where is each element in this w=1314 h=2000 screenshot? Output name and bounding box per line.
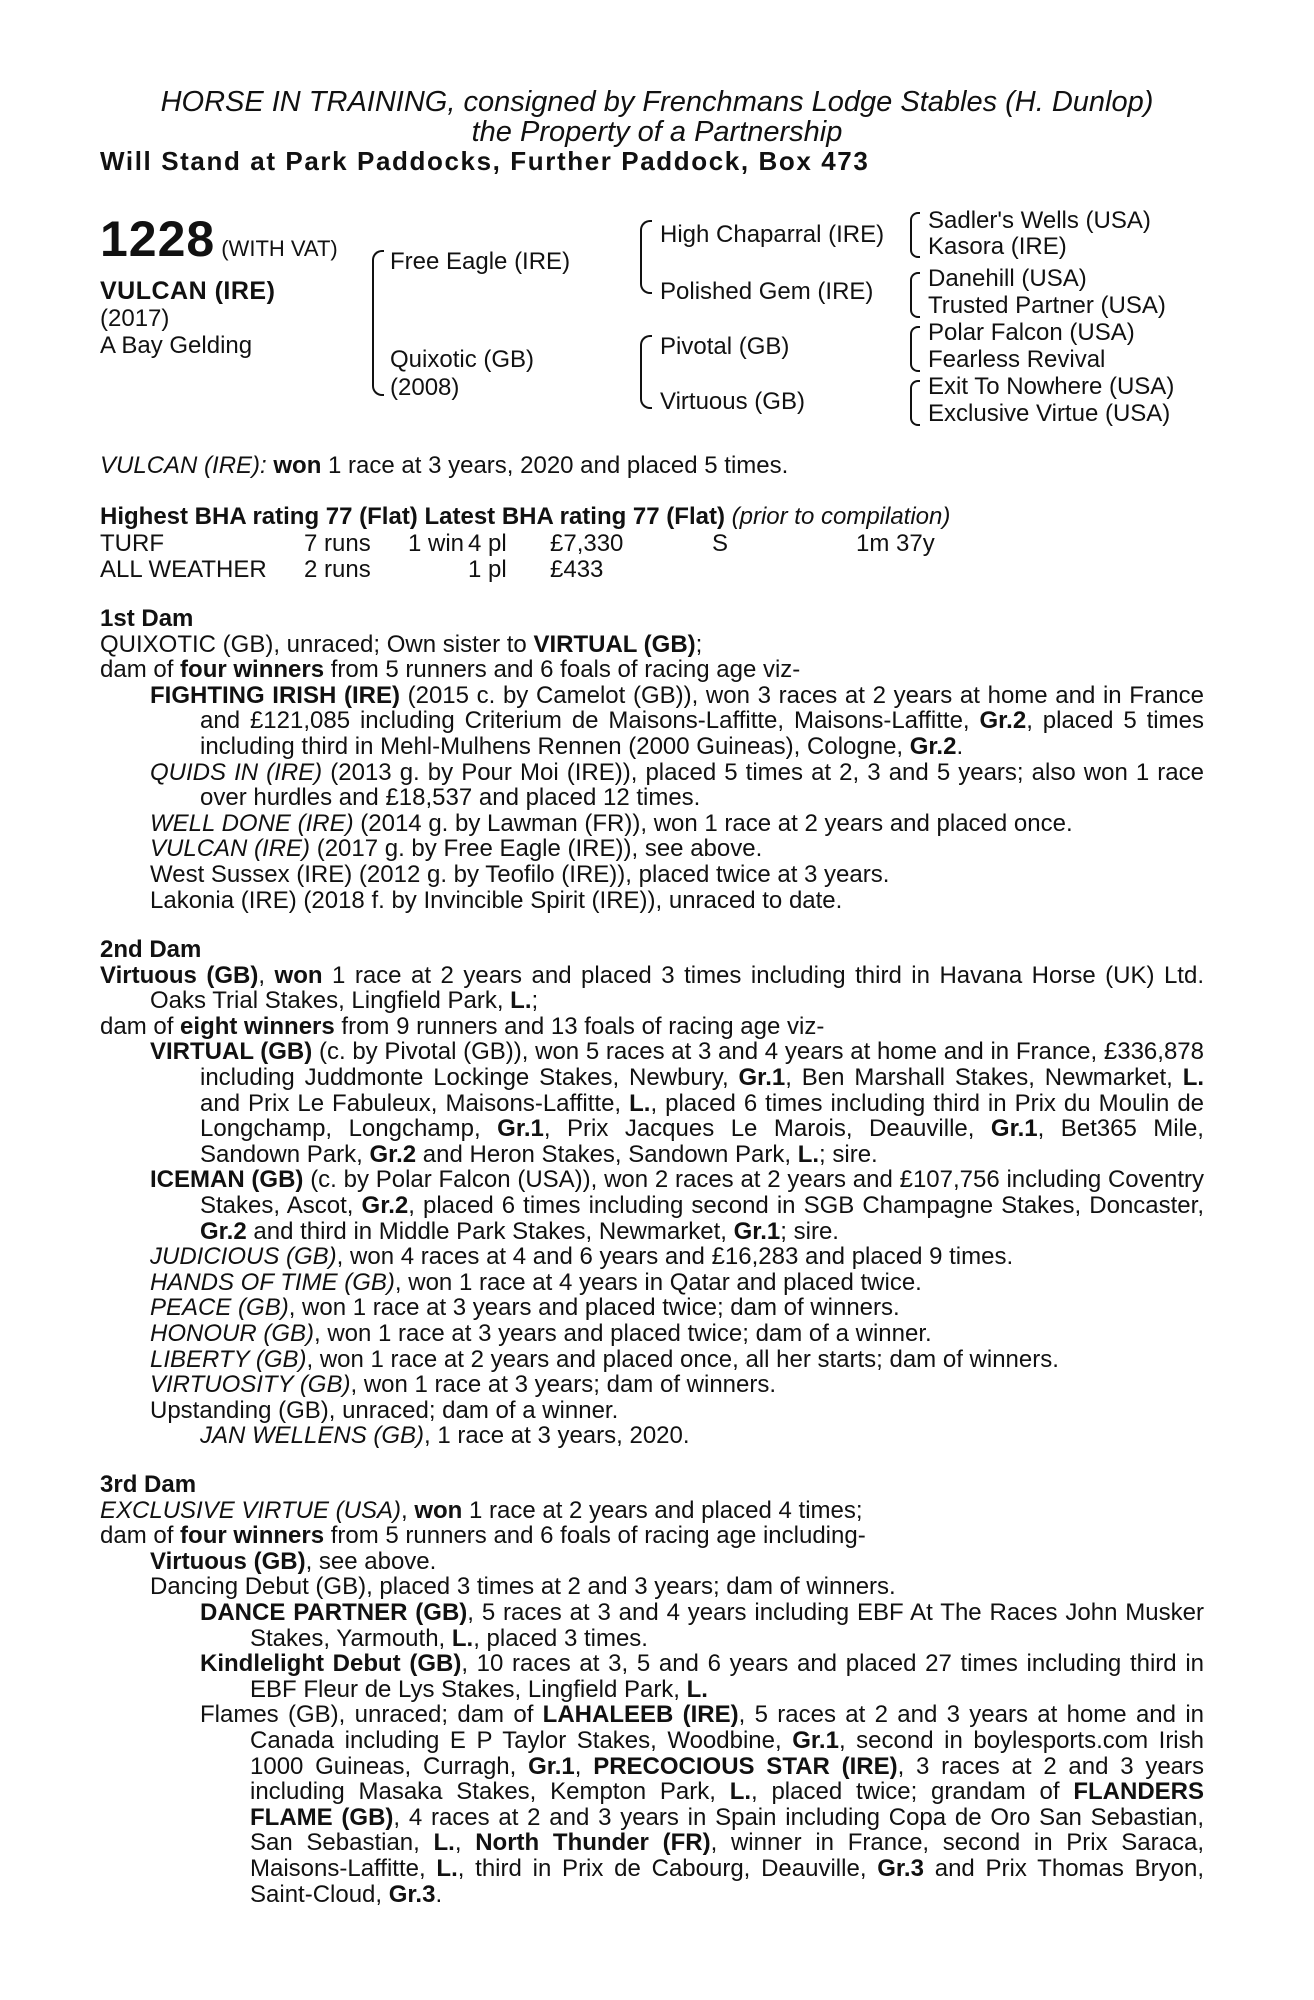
race-summary: VULCAN (IRE): won 1 race at 3 years, 2020 and placed 5 times. <box>100 452 789 479</box>
entry-virtuosity: VIRTUOSITY (GB), won 1 race at 3 years; dam of winners. <box>150 1371 777 1399</box>
dam2-produce: dam of eight winners from 9 runners and 13 foals of racing age viz- <box>100 1012 825 1040</box>
entry-dancing-debut: Dancing Debut (GB), placed 3 times at 2 and 3 years; dam of winners. <box>150 1573 896 1601</box>
sire: Free Eagle (IRE) <box>390 248 571 275</box>
first-dam-section <box>100 606 1204 913</box>
bha-rating: Highest BHA rating 77 (Flat) Latest BHA rating 77 (Flat) (prior to compilation) <box>100 503 951 530</box>
entry-lakonia: Lakonia (IRE) (2018 f. by Invincible Spirit (IRE)), unraced to date. <box>150 886 843 914</box>
pedigree-brace-g3 <box>910 326 920 372</box>
catalogue-page: HORSE IN TRAINING, consigned by Frenchmans Lodge Stables (H. Dunlop) the Property of a Partnership Will Stand at Park Paddocks, Further Paddock, Box 473 1228 (WITH VAT) VULCAN (IRE) (2017) A Bay Gelding Free Eagle (IRE) Quixotic (GB) (2008) High Chaparral (IRE) Polished Gem (IRE) Pivotal (GB) Virtuous (GB) Sadler's Wells (USA) Kasora (IRE) Danehill (USA) Trusted Partner (USA) Polar Falcon (USA) Fearless Revival Exit To Nowhere (USA) Exclusive Virtue (USA) VULCAN (IRE): won 1 race at 3 years, 2020 and placed 5 times. Highest BHA rating 77 (Flat) Latest BHA rating 77 (Flat) (prior to compilation) TURF 7 runs 1 win 4 pl £7,330 S 1m 37y ALL WEATHER 2 runs 1 pl £433 1st Dam QUIXOTIC (GB), unraced; Own sister to VIRTUAL (GB); dam of four winners from 5 runners and 6 foals of racing age viz- FIGHTING IRISH (IRE) (2015 c. by Camelot (GB)), won 3 races at 2 years at home and in France and £121,085 including Criterium de Maisons-Laffitte, Maisons-Laffitte, Gr.2, placed 5 times including third in Mehl-Mulhens Rennen (2000 Guineas), Cologne, Gr.2. QUIDS IN (IRE) (2013 g. by Pour Moi (IRE)), placed 5 times at 2, 3 and 5 years; also won 1 race over hurdles and £18,537 and placed 12 times. WELL DONE (IRE) (2014 g. by Lawman (FR)), won 1 race at 2 years and placed once. VULCAN (IRE) (2017 g. by Free Eagle (IRE)), see above. West Sussex (IRE) (2012 g. by Teofilo (IRE)), placed twice at 3 years. Lakonia (IRE) (2018 f. by Invincible Spirit (IRE)), unraced to date. 2nd Dam Virtuous (GB), won 1 race at 2 years and placed 3 times including third in Havana Horse (UK) Ltd. Oaks Trial Stakes, Lingfield Park, L.; dam of eight winners from 9 runners and 13 foals of racing age viz- VIRTUAL (GB) (c. by Pivotal (GB)), won 5 races at 3 and 4 years at home and in France, £336,878 including Juddmonte Lockinge Stakes, Newbury, Gr.1, Ben Marshall Stakes, Newmarket, L. and Prix Le Fabuleux, Maisons-Laffitte, L., placed 6 times including third in Prix du Moulin de Longchamp, Longchamp, Gr.1, Prix Jacques Le Marois, Deauville, Gr.1, Bet365 Mile, Sandown Park, Gr.2 and Heron Stakes, Sandown Park, L.; sire. ICEMAN (GB) (c. by Polar Falcon (USA)), won 2 races at 2 years and £107,756 including Coventry Stakes, Ascot, Gr.2, placed 6 times including second in SGB Champagne Stakes, Doncaster, Gr.2 and third in Middle Park Stakes, Newmarket, Gr.1; sire. JUDICIOUS (GB), won 4 races at 4 and 6 years and £16,283 and placed 9 times. HANDS OF TIME (GB), won 1 race at 4 years in Qatar and placed twice. PEACE (GB), won 1 race at 3 years and placed twice; dam of winners. HONOUR (GB), won 1 race at 3 years and placed twice; dam of a winner. LIBERTY (GB), won 1 race at 2 years and placed once, all her starts; dam of winners. VIRTUOSITY (GB), won 1 race at 3 years; dam of winners. Upstanding (GB), unraced; dam of a winner. JAN WELLENS (GB), 1 race at 3 years, 2020. 3rd Dam EXCLUSIVE VIRTUE (USA), won 1 race at 2 years and placed 4 times; dam of four winners from 5 runners and 6 foals of racing age including- Virtuous (GB), see above. Dancing Debut (GB), placed 3 times at 2 and 3 years; dam of winners. DANCE PARTNER (GB), 5 races at 3 and 4 years including EBF At The Races John Musker Stakes, Yarmouth, L., placed 3 times. Kindlelight Debut (GB), 10 races at 3, 5 and 6 years and placed 27 times including third in EBF Fleur de Lys Stakes, Lingfield Park, L. Flames (GB), unraced; dam of LAHALEEB (IRE), 5 races at 2 and 3 years at home and in Canada including E P Taylor Stakes, Woodbine, Gr.1, second in boylesports.com Irish 1000 Guineas, Curragh, Gr.1, PRECOCIOUS STAR (IRE), 3 races at 2 and 3 years including Masaka Stakes, Kempton Park, L., placed twice; grandam of FLANDERS FLAME (GB), 4 races at 2 and 3 years in Spain including Copa de Oro San Sebastian, San Sebastian, L., North Thunder (FR), winner in France, second in Prix Saraca, Maisons-Laffitte, L., third in Prix de Cabourg, Deauville, Gr.3 and Prix Thomas Bryon, Saint-Cloud, Gr.3. <box>0 0 1314 2000</box>
g3-sadlers-wells: Sadler's Wells (USA) <box>928 207 1151 234</box>
g3-kasora: Kasora (IRE) <box>928 233 1067 260</box>
entry-virtual: VIRTUAL (GB) (c. by Pivotal (GB)), won 5 races at 3 and 4 years at home and in France, £336,878 including Juddmonte Lockinge Stakes, Newbury, Gr.1, Ben Marshall Stakes, Newmarket, L. and Prix Le Fabuleux, Maisons-Laffitte, L., placed 6 times including third in Prix du Moulin de Longchamp, Longchamp, Gr.1, Prix Jacques Le Marois, Deauville, Gr.1, Bet365 Mile, Sandown Park, Gr.2 and Heron Stakes, Sandown Park, L.; sire. <box>150 1038 1205 1168</box>
pedigree-brace-g2 <box>910 272 920 318</box>
horse-description: A Bay Gelding <box>100 332 253 359</box>
section-heading: 1st Dam <box>100 605 194 632</box>
entry-liberty: LIBERTY (GB), won 1 race at 2 years and placed once, all her starts; dam of winners. <box>150 1345 1059 1373</box>
dam: Quixotic (GB) <box>390 346 535 373</box>
third-dam-section <box>100 1472 1204 1907</box>
pedigree-brace-dam <box>640 335 652 409</box>
dam1-intro: QUIXOTIC (GB), unraced; Own sister to VIRTUAL (GB); <box>100 630 703 658</box>
entry-flames: Flames (GB), unraced; dam of LAHALEEB (IRE), 5 races at 2 and 3 years at home and in Canada including E P Taylor Stakes, Woodbine, Gr.1, second in boylesports.com Irish 1000 Guineas, Curragh, Gr.1, PRECOCIOUS STAR (IRE), 3 races at 2 and 3 years including Masaka Stakes, Kempton Park, L., placed twice; grandam of FLANDERS FLAME (GB), 4 races at 2 and 3 years in Spain including Copa de Oro San Sebastian, San Sebastian, L., North Thunder (FR), winner in France, second in Prix Saraca, Maisons-Laffitte, L., third in Prix de Cabourg, Deauville, Gr.3 and Prix Thomas Bryon, Saint-Cloud, Gr.3. <box>200 1701 1205 1908</box>
second-dam-section <box>100 937 1204 1449</box>
entry-fighting-irish: FIGHTING IRISH (IRE) (2015 c. by Camelot (GB)), won 3 races at 2 years at home and in France and £121,085 including Criterium de Maisons-Laffitte, Maisons-Laffitte, Gr.2, placed 5 times including third in Mehl-Mulhens Rennen (2000 Guineas), Cologne, Gr.2. <box>150 681 1204 760</box>
g3-fearless-revival: Fearless Revival <box>928 346 1106 373</box>
entry-hands-of-time: HANDS OF TIME (GB), won 1 race at 4 years in Qatar and placed twice. <box>150 1268 922 1296</box>
dam3-intro: EXCLUSIVE VIRTUE (USA), won 1 race at 2 years and placed 4 times; <box>100 1496 863 1524</box>
g3-trusted-partner: Trusted Partner (USA) <box>928 292 1166 319</box>
g3-danehill: Danehill (USA) <box>928 265 1087 292</box>
dam-year: (2008) <box>390 374 460 401</box>
horse-name: VULCAN (IRE) <box>100 277 276 305</box>
entry-virtuous: Virtuous (GB), see above. <box>150 1547 437 1575</box>
dam1-produce: dam of four winners from 5 runners and 6 foals of racing age viz- <box>100 656 801 684</box>
pedigree-brace-main <box>372 250 384 396</box>
sire-dam: Polished Gem (IRE) <box>660 278 874 305</box>
sire-sire: High Chaparral (IRE) <box>660 221 885 248</box>
dam2-intro: Virtuous (GB), won 1 race at 2 years and placed 3 times including third in Havana Horse (UK) Ltd. Oaks Trial Stakes, Lingfield Park, L.; <box>100 961 1204 1015</box>
g3-exit-to-nowhere: Exit To Nowhere (USA) <box>928 373 1175 400</box>
entry-vulcan: VULCAN (IRE) (2017 g. by Free Eagle (IRE)), see above. <box>150 835 763 863</box>
entry-west-sussex: West Sussex (IRE) (2012 g. by Teofilo (IRE)), placed twice at 3 years. <box>150 860 890 888</box>
dam-dam: Virtuous (GB) <box>660 388 805 415</box>
vat-note: (WITH VAT) <box>221 236 338 261</box>
entry-well-done: WELL DONE (IRE) (2014 g. by Lawman (FR)), won 1 race at 2 years and placed once. <box>150 809 1073 837</box>
dam3-produce: dam of four winners from 5 runners and 6 foals of racing age including- <box>100 1522 866 1550</box>
property-line: the Property of a Partnership <box>471 116 843 148</box>
pedigree-brace-g4 <box>910 380 920 426</box>
entry-honour: HONOUR (GB), won 1 race at 3 years and placed twice; dam of a winner. <box>150 1319 932 1347</box>
entry-peace: PEACE (GB), won 1 race at 3 years and placed twice; dam of winners. <box>150 1294 900 1322</box>
section-heading: 3rd Dam <box>100 1471 197 1498</box>
entry-dance-partner: DANCE PARTNER (GB), 5 races at 3 and 4 years including EBF At The Races John Musker Stakes, Yarmouth, L., placed 3 times. <box>200 1598 1204 1652</box>
entry-quids-in: QUIDS IN (IRE) (2013 g. by Pour Moi (IRE)), placed 5 times at 2, 3 and 5 years; also won 1 race over hurdles and £18,537 and placed 12 times. <box>150 758 1204 812</box>
entry-kindlelight-debut: Kindlelight Debut (GB), 10 races at 3, 5 and 6 years and placed 27 times including third in EBF Fleur de Lys Stakes, Lingfield Park, L. <box>200 1650 1204 1703</box>
entry-judicious: JUDICIOUS (GB), won 4 races at 4 and 6 years and £16,283 and placed 9 times. <box>150 1243 1014 1271</box>
entry-jan-wellens: JAN WELLENS (GB), 1 race at 3 years, 2020. <box>200 1422 690 1450</box>
g3-exclusive-virtue: Exclusive Virtue (USA) <box>928 400 1171 427</box>
foaling-year: (2017) <box>100 305 170 332</box>
dam-sire: Pivotal (GB) <box>660 333 790 360</box>
lot-header <box>100 210 338 268</box>
entry-upstanding: Upstanding (GB), unraced; dam of a winner. <box>150 1396 619 1424</box>
lot-number: 1228 <box>100 211 216 267</box>
g3-polar-falcon: Polar Falcon (USA) <box>928 319 1135 346</box>
stand-location: Will Stand at Park Paddocks, Further Paddock, Box 473 <box>100 146 870 176</box>
pedigree-brace-sire <box>640 220 652 294</box>
section-heading: 2nd Dam <box>100 936 202 963</box>
pedigree-brace-g1 <box>910 212 920 258</box>
entry-iceman: ICEMAN (GB) (c. by Polar Falcon (USA)), won 2 races at 2 years and £107,756 including Coventry Stakes, Ascot, Gr.2, placed 6 times including second in SGB Champagne Stakes, Doncaster, Gr.2 and third in Middle Park Stakes, Newmarket, Gr.1; sire. <box>150 1166 1204 1245</box>
consignor-line: HORSE IN TRAINING, consigned by Frenchmans Lodge Stables (H. Dunlop) <box>160 86 1154 118</box>
